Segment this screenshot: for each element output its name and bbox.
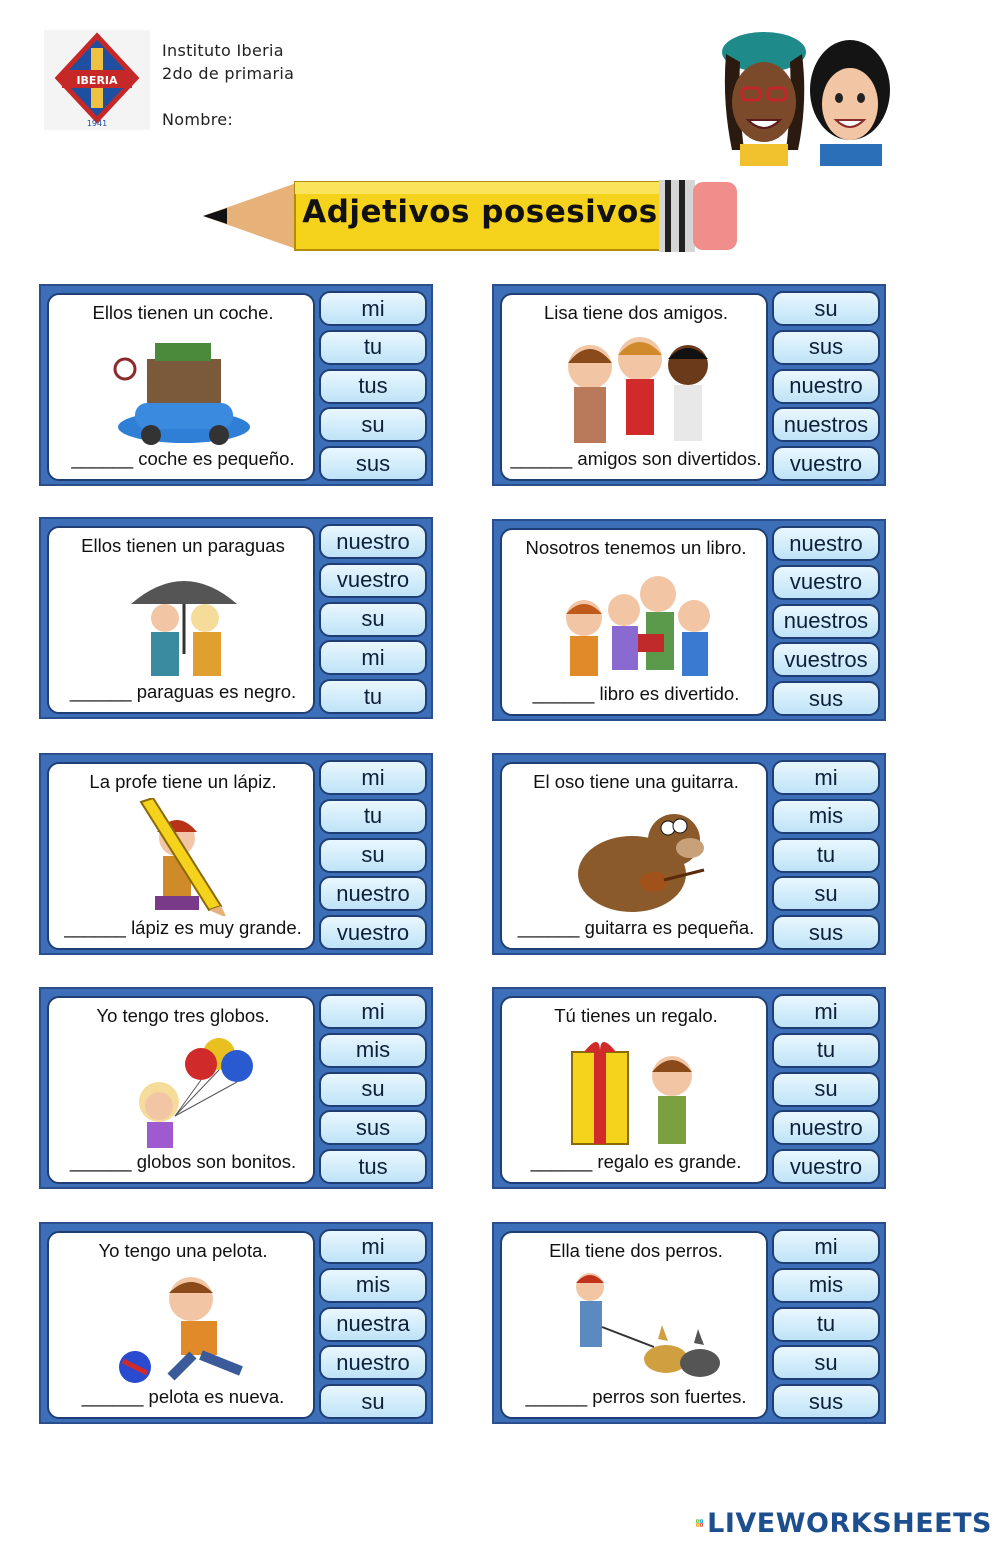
answer-option-button[interactable]: tus xyxy=(319,1149,427,1184)
answer-option-button[interactable]: vuestro xyxy=(772,1149,880,1184)
answer-option-button[interactable]: sus xyxy=(319,446,427,481)
answer-option-button[interactable]: tu xyxy=(319,799,427,834)
answer-option-button[interactable]: tu xyxy=(319,679,427,714)
answer-option-button[interactable]: su xyxy=(772,1345,880,1380)
answer-option-button[interactable]: nuestro xyxy=(319,1345,427,1380)
answer-option-button[interactable]: nuestros xyxy=(772,604,880,639)
answer-option-button[interactable]: nuestro xyxy=(772,526,880,561)
answer-option-button[interactable]: mis xyxy=(319,1033,427,1068)
card-sentence: Ellos tienen un coche. xyxy=(92,302,274,323)
answer-option-button[interactable]: mi xyxy=(319,291,427,326)
boy-gift-picture xyxy=(554,1032,720,1150)
answer-options xyxy=(772,526,880,716)
exercise-card xyxy=(492,753,886,955)
answer-option-button[interactable]: mis xyxy=(772,1268,880,1303)
exercise-card xyxy=(492,519,886,721)
bear-guitar-picture xyxy=(554,798,720,916)
family-car-picture xyxy=(101,329,267,447)
teacher-pencil-picture xyxy=(101,798,267,916)
card-blank-sentence: ______ coche es pequeño. xyxy=(71,448,295,469)
card-panel xyxy=(47,996,315,1184)
card-blank-sentence: ______ perros son fuertes. xyxy=(525,1386,747,1407)
answer-option-button[interactable]: su xyxy=(319,1384,427,1419)
answer-options xyxy=(319,760,427,950)
exercise-card xyxy=(492,284,886,486)
card-panel xyxy=(500,528,768,716)
answer-option-button[interactable]: su xyxy=(772,876,880,911)
card-blank-sentence: ______ amigos son divertidos. xyxy=(510,448,762,469)
answer-option-button[interactable]: sus xyxy=(772,915,880,950)
answer-option-button[interactable]: mis xyxy=(772,799,880,834)
answer-option-button[interactable]: su xyxy=(772,1072,880,1107)
answer-options xyxy=(772,994,880,1184)
answer-option-button[interactable]: tu xyxy=(772,1033,880,1068)
card-sentence: Lisa tiene dos amigos. xyxy=(543,302,729,323)
answer-option-button[interactable]: mi xyxy=(319,640,427,675)
answer-option-button[interactable]: su xyxy=(319,838,427,873)
exercise-card xyxy=(39,284,433,486)
liveworksheets-logo xyxy=(696,1506,992,1540)
answer-option-button[interactable]: mi xyxy=(772,1229,880,1264)
svg-text:I: I xyxy=(701,1520,702,1524)
answer-option-button[interactable]: vuestro xyxy=(319,915,427,950)
answer-option-button[interactable]: tu xyxy=(772,1307,880,1342)
answer-option-button[interactable]: vuestro xyxy=(772,565,880,600)
logo-text: IBERIA xyxy=(76,74,118,87)
svg-text:V: V xyxy=(696,1524,699,1528)
answer-option-button[interactable]: sus xyxy=(319,1110,427,1145)
card-blank-sentence: ______ pelota es nueva. xyxy=(81,1386,285,1407)
card-panel xyxy=(47,1231,315,1419)
card-panel xyxy=(500,996,768,1184)
card-blank-sentence: ______ paraguas es negro. xyxy=(69,681,297,702)
three-friends-picture xyxy=(554,329,720,447)
card-panel xyxy=(500,293,768,481)
answer-option-button[interactable]: mi xyxy=(319,760,427,795)
liveworksheets-brand: LIVEWORKSHEETS xyxy=(707,1507,992,1539)
answer-options xyxy=(319,291,427,481)
school-logo xyxy=(44,30,150,130)
grade-label: 2do de primaria xyxy=(162,64,295,83)
answer-option-button[interactable]: nuestro xyxy=(319,876,427,911)
card-sentence: Ella tiene dos perros. xyxy=(549,1240,723,1261)
answer-options xyxy=(319,1229,427,1419)
page-title: Adjetivos posesivos xyxy=(302,194,658,230)
answer-options xyxy=(319,994,427,1184)
answer-option-button[interactable]: nuestra xyxy=(319,1307,427,1342)
exercise-card xyxy=(492,987,886,1189)
answer-option-button[interactable]: sus xyxy=(772,1384,880,1419)
card-sentence: Yo tengo una pelota. xyxy=(98,1240,268,1261)
answer-options xyxy=(772,760,880,950)
svg-text:L: L xyxy=(696,1520,699,1524)
girl-balloons-picture xyxy=(101,1032,267,1150)
name-label: Nombre: xyxy=(162,110,234,129)
answer-option-button[interactable]: mi xyxy=(319,994,427,1029)
card-panel xyxy=(500,1231,768,1419)
answer-option-button[interactable]: su xyxy=(319,407,427,442)
svg-text:E: E xyxy=(700,1524,703,1528)
answer-option-button[interactable]: mi xyxy=(772,994,880,1029)
card-panel xyxy=(47,526,315,714)
answer-option-button[interactable]: vuestro xyxy=(772,446,880,481)
card-sentence: Nosotros tenemos un libro. xyxy=(525,537,747,558)
school-info xyxy=(162,39,294,131)
answer-options xyxy=(319,524,427,714)
exercise-card xyxy=(39,1222,433,1424)
answer-option-button[interactable]: mis xyxy=(319,1268,427,1303)
answer-option-button[interactable]: sus xyxy=(772,681,880,716)
answer-option-button[interactable]: mi xyxy=(319,1229,427,1264)
card-panel xyxy=(500,762,768,950)
school-name: Instituto Iberia xyxy=(162,41,284,60)
answer-option-button[interactable]: su xyxy=(772,291,880,326)
card-panel xyxy=(47,762,315,950)
answer-option-button[interactable]: nuestro xyxy=(319,524,427,559)
card-sentence: El oso tiene una guitarra. xyxy=(533,771,739,792)
card-blank-sentence: ______ lápiz es muy grande. xyxy=(64,917,302,938)
exercise-card xyxy=(492,1222,886,1424)
answer-option-button[interactable]: su xyxy=(319,1072,427,1107)
woman-dogs-picture xyxy=(554,1267,720,1385)
card-panel xyxy=(47,293,315,481)
answer-option-button[interactable]: nuestro xyxy=(772,1110,880,1145)
answer-option-button[interactable]: su xyxy=(319,602,427,637)
answer-option-button[interactable]: nuestros xyxy=(772,407,880,442)
answer-options xyxy=(772,1229,880,1419)
card-blank-sentence: ______ libro es divertido. xyxy=(532,683,740,704)
card-sentence: Tú tienes un regalo. xyxy=(554,1005,718,1026)
liveworksheets-badge-icon xyxy=(696,1510,703,1536)
couple-umbrella-picture xyxy=(101,562,267,680)
boy-ball-picture xyxy=(101,1267,267,1385)
answer-option-button[interactable]: vuestros xyxy=(772,642,880,677)
answer-option-button[interactable]: tu xyxy=(319,330,427,365)
card-sentence: Ellos tienen un paraguas xyxy=(81,535,285,556)
card-sentence: La profe tiene un lápiz. xyxy=(89,771,277,792)
kids-book-picture xyxy=(554,564,720,682)
answer-option-button[interactable]: nuestro xyxy=(772,369,880,404)
answer-options xyxy=(772,291,880,481)
card-blank-sentence: ______ guitarra es pequeña. xyxy=(517,917,755,938)
logo-year: 1941 xyxy=(86,119,108,128)
card-sentence: Yo tengo tres globos. xyxy=(96,1005,270,1026)
card-blank-sentence: ______ globos son bonitos. xyxy=(69,1151,297,1172)
exercise-card xyxy=(39,987,433,1189)
exercise-card xyxy=(39,517,433,719)
answer-option-button[interactable]: sus xyxy=(772,330,880,365)
answer-option-button[interactable]: vuestro xyxy=(319,563,427,598)
answer-option-button[interactable]: tu xyxy=(772,838,880,873)
teacher-avatars-picture xyxy=(712,32,898,166)
answer-option-button[interactable]: tus xyxy=(319,369,427,404)
exercise-card xyxy=(39,753,433,955)
answer-option-button[interactable]: mi xyxy=(772,760,880,795)
card-blank-sentence: ______ regalo es grande. xyxy=(530,1151,742,1172)
